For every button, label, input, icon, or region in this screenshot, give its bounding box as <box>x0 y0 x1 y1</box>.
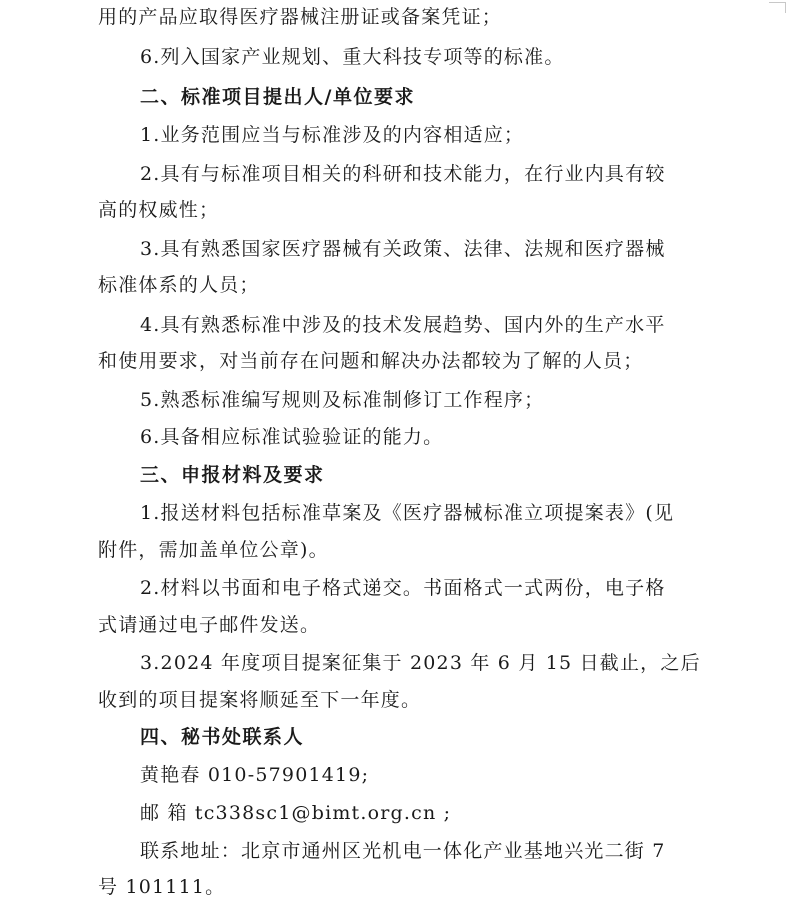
list-item-deadline-cont: 收到的项目提案将顺延至下一年度。 <box>98 689 422 711</box>
list-item-materials-included: 1.报送材料包括标准草案及《医疗器械标准立项提案表》(见 <box>140 502 675 524</box>
list-item-technology-trends: 4.具有熟悉标准中涉及的技术发展趋势、国内外的生产水平 <box>140 314 666 336</box>
section-heading-secretariat-contact: 四、秘书处联系人 <box>140 726 305 748</box>
list-item-materials-included-cont: 附件，需加盖单位公章)。 <box>98 539 329 561</box>
list-item-technology-trends-cont: 和使用要求，对当前存在问题和解决办法都较为了解的人员； <box>98 350 644 372</box>
contact-email: 邮 箱 tc338sc1@bimt.org.cn ; <box>140 802 452 824</box>
list-item-policy-familiarity-cont: 标准体系的人员； <box>98 274 260 296</box>
list-item-research-capability: 2.具有与标准项目相关的科研和技术能力，在行业内具有较 <box>140 163 666 185</box>
contact-address-cont: 号 101111。 <box>98 876 226 898</box>
contact-person-phone: 黄艳春 010-57901419; <box>140 764 370 786</box>
list-item-submission-format: 2.材料以书面和电子格式递交。书面格式一式两份，电子格 <box>140 577 666 599</box>
list-item-verification-capability: 6.具备相应标准试验验证的能力。 <box>140 426 444 448</box>
section-heading-application-materials: 三、申报材料及要求 <box>140 464 325 486</box>
list-item-policy-familiarity: 3.具有熟悉国家医疗器械有关政策、法律、法规和医疗器械 <box>140 238 666 260</box>
list-item-drafting-rules: 5.熟悉标准编写规则及标准制修订工作程序； <box>140 389 545 411</box>
contact-address: 联系地址：北京市通州区光机电一体化产业基地兴光二街 7 <box>140 840 666 862</box>
scan-corner-mark <box>769 2 786 13</box>
list-item-research-capability-cont: 高的权威性； <box>98 199 220 221</box>
text-line-continued-approval: 用的产品应取得医疗器械注册证或备案凭证； <box>98 6 503 28</box>
list-item-deadline: 3.2024 年度项目提案征集于 2023 年 6 月 15 日截止，之后 <box>140 652 701 674</box>
list-item-business-scope: 1.业务范围应当与标准涉及的内容相适应； <box>140 124 525 146</box>
section-heading-proposer-requirements: 二、标准项目提出人/单位要求 <box>140 86 415 108</box>
list-item-submission-format-cont: 式请通过电子邮件发送。 <box>98 614 321 636</box>
list-item-national-planning: 6.列入国家产业规划、重大科技专项等的标准。 <box>140 46 565 68</box>
